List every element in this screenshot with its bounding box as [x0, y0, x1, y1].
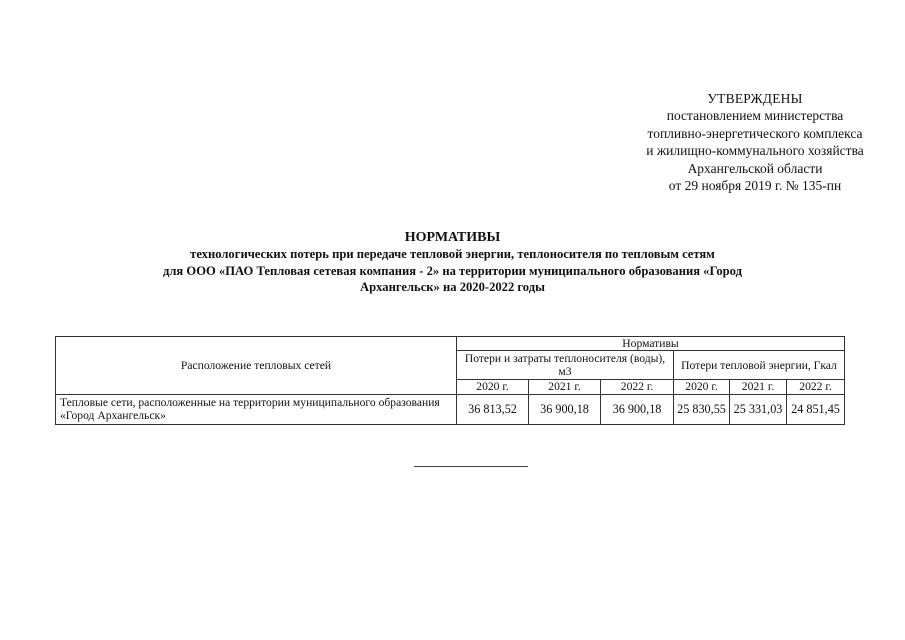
year-header: 2021 г.	[730, 380, 787, 394]
location-column-header: Расположение тепловых сетей	[56, 337, 457, 395]
norms-table	[55, 336, 845, 425]
value-cell: 24 851,45	[787, 394, 845, 424]
document-subtitle-line: Архангельск» на 2020-2022 годы	[360, 280, 545, 295]
table-row	[56, 394, 845, 424]
norms-column-header: Нормативы	[457, 337, 845, 351]
document-subtitle-line: технологических потерь при передаче тепловой энергии, теплоносителя по тепловым сетям	[190, 247, 715, 261]
year-header: 2022 г.	[601, 380, 674, 394]
approval-line: от 29 ноября 2019 г. № 135-пн	[668, 178, 842, 194]
value-cell: 25 830,55	[674, 394, 730, 424]
value-cell: 36 900,18	[601, 394, 674, 424]
year-header: 2020 г.	[457, 380, 529, 394]
coolant-group-header: Потери и затраты теплоносителя (воды), м3	[457, 351, 674, 380]
heat-group-header: Потери тепловой энергии, Гкал	[674, 351, 845, 380]
document-heading	[60, 229, 845, 296]
approval-line: и жилищно-коммунального хозяйства	[646, 143, 864, 159]
value-cell: 25 331,03	[730, 394, 787, 424]
year-header: 2020 г.	[674, 380, 730, 394]
value-cell: 36 813,52	[457, 394, 529, 424]
approval-line: топливно-энергетического комплекса	[647, 125, 863, 141]
approval-line: постановлением министерства	[666, 108, 844, 124]
approval-block	[585, 90, 905, 194]
document-subtitle-line: для ООО «ПАО Тепловая сетевая компания - 2» на территории муниципального образования «Город	[163, 263, 742, 278]
approval-title: УТВЕРЖДЕНЫ	[707, 91, 803, 106]
year-header: 2022 г.	[787, 380, 845, 394]
value-cell: 36 900,18	[529, 394, 601, 424]
approval-line: Архангельской области	[687, 160, 823, 176]
footer-divider	[414, 466, 528, 467]
year-header: 2021 г.	[529, 380, 601, 394]
document-title: НОРМАТИВЫ	[404, 230, 501, 245]
table-header-row	[56, 337, 845, 351]
location-cell: Тепловые сети, расположенные на территории муниципального образования «Город Архангельск»	[56, 394, 457, 424]
